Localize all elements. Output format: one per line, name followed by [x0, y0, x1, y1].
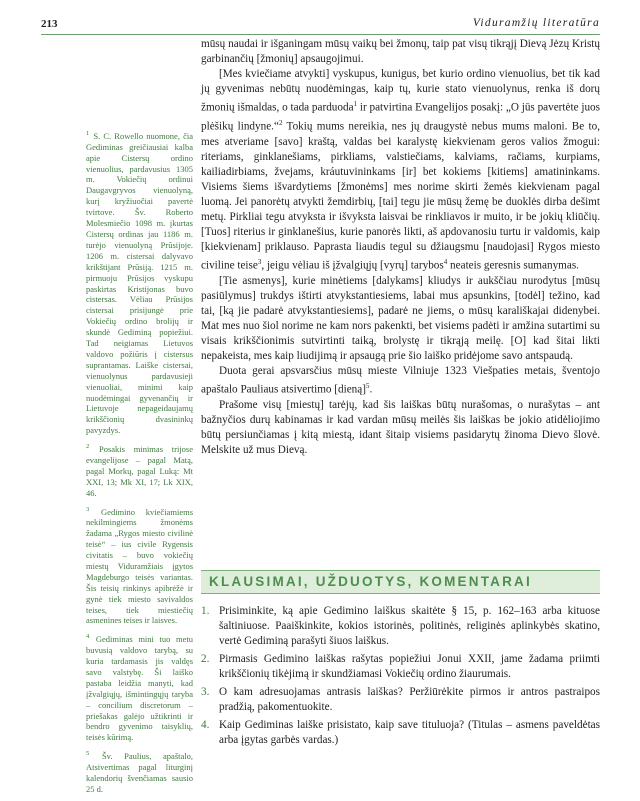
paragraph-text: , jeigu vėliau iš įžvalgiųjų [vyrų] tarybos: [261, 259, 444, 272]
question-text: Prisiminkite, ką apie Gedimino laiškus skaitėte § 15, p. 162–163 arba kituose šaltiniuose. Paaiškinkite, kokios istorinės, politinės, religinės aplinkybės skatino, vertė Gediminą parašyti šiuos laiškus.: [219, 605, 600, 648]
sidenote: [86, 632, 193, 743]
sidenote-number: 1: [86, 130, 90, 137]
main-text: [201, 37, 600, 458]
sidenote: [86, 749, 193, 794]
sidenote-number: 3: [86, 505, 90, 513]
header-rule: [41, 34, 600, 35]
paragraph-text: [Mes kviečiame atvykti] vyskupus, kunigus, bet kurio ordino vienuolius, bet tik kad jų gyvenimas nebūtų nuodėmingas, kaip tų, kurie stato vienuolynus, renka iš dorų žmonių išmaldas, o tada parduoda: [201, 68, 600, 114]
question-number: 3.: [201, 686, 210, 699]
sidenote-number: 5: [86, 750, 90, 758]
paragraph: Prašome visų [miestų] tarėjų, kad šis laiškas būtų nurašomas, o nurašytas – ant bažnyčios durų kabinamas ir kad vardan mūsų meilės šis laiškas be jokio atidėliojimo būtų persiunčiamas į kitą miestą, idant šitaip visiems pasidarytų žinoma Dievo šlovė. Melskite už mus Dievą.: [201, 399, 600, 457]
sidenote: [86, 129, 193, 436]
footnote-ref: 1: [353, 100, 358, 109]
footnote-ref: 5: [365, 382, 370, 391]
list-item: [201, 718, 600, 748]
paragraph-text: .: [369, 383, 373, 396]
sidenote-number: 4: [86, 633, 90, 641]
sidenote: [86, 442, 193, 498]
page-number: 213: [41, 18, 58, 30]
sidenote-text: S. C. Rowello nuomone, čia Gediminas greičiausiai kalba apie Cistersų ordino vienuolius, pardavusius 1305 m. Vokiečių ordinui Daugavgryvos vienuolyną, kurį kryžiuočiai pavertė tvirtove. Šv. Roberto Molesmiečio 1098 m. įkurtas Cistersų ordinas jau 1186 m. turėjo vienuolyną Prūsijoje. 1206 m. cistersai dalyvavo krikštijant Prūsiją. 1215 m. pirmuoju Prūsijos vyskupu paskirtas Kristijonas buvo cistersas. Vėliau Prūsijos cistersai prisijungė prie Vokiečių ordino brolijų ir skundė Gediminą popiežiui. Tad neigiamas Lietuvos valdovo požiūris į cistersus suprantamas. Laiške cistersai, vienuolynus pardavusieji vienuoliai, minimi kaip nuodėmingai gyvenančių ir Lietuvoje nepageidaujamų krikščionių dvasininkų pavyzdys.: [86, 130, 193, 436]
footnote-ref: 3: [257, 258, 262, 267]
running-head: Viduramžių literatūra: [472, 17, 600, 29]
list-item: [201, 604, 600, 649]
sidenote-number: 2: [86, 443, 90, 451]
sidenote-text: Šv. Paulius, apaštalo, Atsivertimas pagal liturginį kalendorių švenčiamas sausio 25 d.: [86, 751, 193, 794]
paragraph-text: Duota gerai apsvarsčius mūsų mieste Vilniuje 1323 Viešpaties metais, šventojo apaštalo Pauliaus atsivertimo [dieną]: [201, 365, 600, 396]
list-item: [201, 685, 600, 715]
question-number: 4.: [201, 719, 210, 732]
question-number: 2.: [201, 653, 210, 666]
sidenote: [86, 505, 193, 627]
sidenote-text: Gedimino kviečiamiems nekilmingiems žmonėms žadama „Rygos miesto civilinė teisė“ – ius civile Rygensis civitatis – buvo vokiečių miestų Viduramžiais įgytos Magdeburgo teisės variantas. Šis teisių rinkinys apibrėžė ir gynė tiek miesto savivaldos teises, tiek miestiečių asmenines teises ir laisves.: [86, 506, 194, 626]
paragraph: [201, 67, 600, 274]
sidenotes: [86, 129, 193, 801]
paragraph: mūsų naudai ir išganingam mūsų vaikų bei žmonų, taip pat visų tikrąjį Dievą Jėzų Kristų garbinančių [žmonių] apsaugojimui.: [201, 38, 600, 66]
paragraph: [Tie asmenys], kurie minėtiems [dalykams] kliudys ir aukščiau nurodytus [mūsų pasiūlymus] trukdys ištirti atvykstantiesiems, labai mus apsunkins, [todėl] težino, kad tai, [ką jie padarė atvykstantiesiems], padarė ne jiems, o mūsų karališkajai didenybei. Mat mes nuo šiol norime ne kam nors pakenkti, bet visiems padėti ir amžina sutartimi su visais krikščionimis sutvirtinti taiką, brolystę ir tikrąją meilę. [O] kad šitai likti nepakeista, mes kaip liudijimą ir apsaugą prie šio laiško pridėjome savo antspaudą.: [201, 274, 600, 363]
paragraph-text: ir patvirtina Evangelijos posakį: „O jūs pavertėte juos plėšikų lindyne.“: [201, 101, 601, 133]
questions-list: [201, 604, 600, 751]
footnote-ref: 2: [278, 118, 283, 127]
list-item: [201, 652, 600, 682]
paragraph-text: Tokių mums nereikia, nes jų draugystė nebus mums maloni. Be to, mes atveriame [savo] kraštą, valdas bei karalystę kiekvienam geros valios žmogui: riteriams, ginklanešiams, pirkliams, valstiečiams, kalviams, račiams, kurpiams, kailiadirbiams, žvejams, kráutuvininkams [ir] bet kokiems [kitiems] amatininkams. Visiems šiems išvardytiems [žmonėms] mes norime skirti žemės kiekvienam pagal luomą. Jei panorėtų atvykti žemdirbių, [tai] tegu jie mūsų žemę be duoklės dirba dešimt metų. Pirkliai tegu atvyksta ir išvyksta laisvai be rinkliavos ir muito, ir be jokių kliūčių. [Tuos] riterius ir ginklanešius, kurie panorės likti, aš apdovanosiu turtu ir valdomis, kaip [kiekvienam] priklauso. Paprasta liaudis tegul su džiaugsmu [naudojasi] Rygos miesto civiline teise: [201, 120, 600, 272]
sidenote-text: Posakis minimas trijose evangelijose – pagal Matą, pagal Morkų, pagal Luką: Mt XXI, 13; Mk XI, 17; Lk XIX, 46.: [86, 444, 193, 498]
paragraph: [201, 364, 600, 398]
question-text: Pirmasis Gedimino laiškas rašytas popiežiui Jonui XXII, jame žadama priimti krikščionių tikėjimą ir skundžiamasi Vokiečių ordino žiaurumais.: [219, 653, 600, 681]
section-title: KLAUSIMAI, UŽDUOTYS, KOMENTARAI: [209, 574, 532, 589]
paragraph-text: neateis geresnis sumanymas.: [447, 259, 579, 272]
question-text: O kam adresuojamas antrasis laiškas? Peržiūrėkite pirmos ir antros pastraipos pradžią, pakomentuokite.: [219, 686, 600, 714]
question-number: 1.: [201, 605, 210, 617]
footnote-ref: 4: [443, 258, 448, 267]
question-text: Kaip Gediminas laiške prisistato, kaip save tituluoja? (Titulas – asmens paveldėtas arba įgytas garbės vardas.): [219, 719, 600, 747]
section-header: [201, 570, 600, 594]
sidenote-text: Gediminas mini tuo metu buvusią valdovo tarybą, su kuria tardamasis jis valdęs savo valstybę. Ši laiško pastaba leidžia manyti, kad įžvalgiųjų, išmintingųjų taryba – concilium discretorum – priešakas galėjo užtikrinti ir bendro gyvenimo taisyklių, teisės kūrimą.: [86, 634, 193, 743]
